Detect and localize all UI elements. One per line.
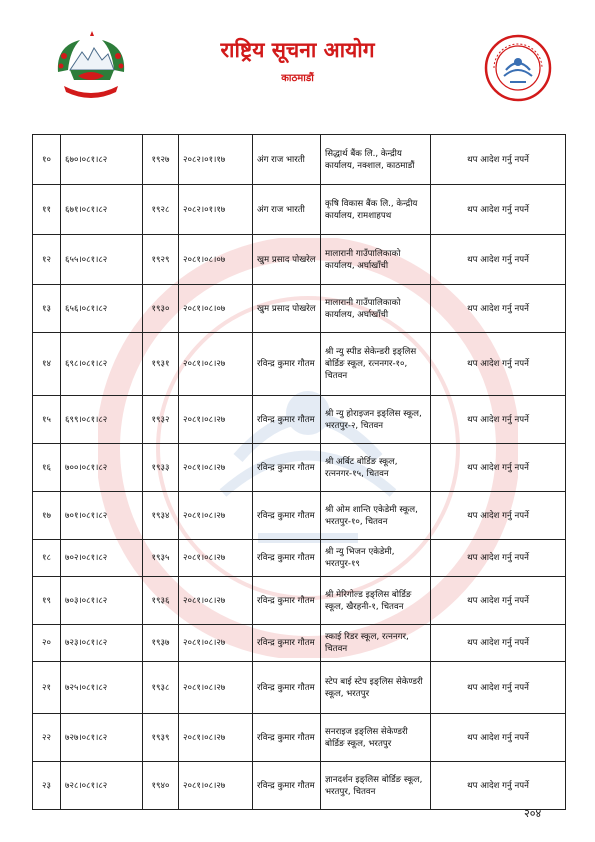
serial-number: १७	[33, 492, 61, 540]
organization-title: राष्ट्रिय सूचना आयोग	[220, 38, 375, 62]
case-id: १९३९	[143, 714, 179, 762]
decision-date: २०८२।०१।१७	[179, 135, 253, 185]
decision-text: थप आदेश गर्नु नपर्ने	[431, 625, 566, 662]
case-id: १९३७	[143, 625, 179, 662]
decision-text: थप आदेश गर्नु नपर्ने	[431, 444, 566, 492]
appellant-name: रविन्द्र कुमार गौतम	[253, 625, 321, 662]
registration-number: ६९९।०८१।८२	[61, 396, 143, 444]
case-id: १९२९	[143, 235, 179, 285]
respondent-office: स्काई रिडर स्कूल, रत्ननगर, चितवन	[321, 625, 431, 662]
respondent-office: मालारानी गाउँपालिकाको कार्यालय, अर्घाखाँची	[321, 235, 431, 285]
table-row	[33, 285, 566, 333]
decision-date: २०८१।०८।२७	[179, 444, 253, 492]
serial-number: २२	[33, 714, 61, 762]
respondent-office: श्री ओम शान्ति एकेडेमी स्कूल, भरतपुर-१०, चितवन	[321, 492, 431, 540]
serial-number: २०	[33, 625, 61, 662]
appellant-name: रविन्द्र कुमार गौतम	[253, 444, 321, 492]
decision-text: थप आदेश गर्नु नपर्ने	[431, 235, 566, 285]
decision-text: थप आदेश गर्नु नपर्ने	[431, 540, 566, 577]
registration-number: ६९८।०८१।८२	[61, 333, 143, 396]
serial-number: २१	[33, 662, 61, 714]
decision-text: थप आदेश गर्नु नपर्ने	[431, 333, 566, 396]
serial-number: १६	[33, 444, 61, 492]
respondent-office: श्री मेरिगोल्ड इङ्लिस बोर्डिङ स्कूल, खैरहनी-१, चितवन	[321, 577, 431, 625]
registration-number: ७२३।०८१।८२	[61, 625, 143, 662]
table-row	[33, 492, 566, 540]
table-row	[33, 577, 566, 625]
serial-number: १५	[33, 396, 61, 444]
respondent-office: सिद्धार्थ बैंक लि., केन्द्रीय कार्यालय, नक्शाल, काठमाडौं	[321, 135, 431, 185]
decision-date: २०८१।०८।२७	[179, 577, 253, 625]
table-row	[33, 185, 566, 235]
registration-number: ७२७।०८१।८२	[61, 714, 143, 762]
case-id: १९३२	[143, 396, 179, 444]
page-header	[0, 0, 595, 110]
decision-date: २०८२।०१।१७	[179, 185, 253, 235]
decision-text: थप आदेश गर्नु नपर्ने	[431, 396, 566, 444]
decision-date: २०८१।०८।०७	[179, 285, 253, 333]
appellant-name: रविन्द्र कुमार गौतम	[253, 540, 321, 577]
serial-number: १२	[33, 235, 61, 285]
case-id: १९३०	[143, 285, 179, 333]
table-row	[33, 662, 566, 714]
table-row	[33, 762, 566, 810]
respondent-office: सनराइज इङ्लिस सेकेण्डरी बोर्डिङ स्कूल, भरतपुर	[321, 714, 431, 762]
respondent-office: मालारानी गाउँपालिकाको कार्यालय, अर्घाखाँची	[321, 285, 431, 333]
registration-number: ७०३।०८१।८२	[61, 577, 143, 625]
case-id: १९३८	[143, 662, 179, 714]
table-row	[33, 714, 566, 762]
serial-number: १०	[33, 135, 61, 185]
appellant-name: रविन्द्र कुमार गौतम	[253, 333, 321, 396]
registration-number: ६७०।०८१।८२	[61, 135, 143, 185]
decision-date: २०८१।०८।०७	[179, 235, 253, 285]
serial-number: २३	[33, 762, 61, 810]
case-id: १९३३	[143, 444, 179, 492]
appellant-name: रविन्द्र कुमार गौतम	[253, 662, 321, 714]
respondent-office: श्री अर्बिट बोर्डिङ स्कूल, रत्ननगर-१५, चितवन	[321, 444, 431, 492]
appellant-name: रविन्द्र कुमार गौतम	[253, 396, 321, 444]
case-id: १९२८	[143, 185, 179, 235]
appellant-name: खुम प्रसाद पोखरेल	[253, 235, 321, 285]
table-row	[33, 396, 566, 444]
decision-date: २०८१।०८।२७	[179, 625, 253, 662]
registration-number: ७२८।०८१।८२	[61, 762, 143, 810]
case-id: १९३६	[143, 577, 179, 625]
page-number: २०४	[524, 807, 542, 820]
registration-number: ७०२।०८१।८२	[61, 540, 143, 577]
registration-number: ७२५।०८१।८२	[61, 662, 143, 714]
decision-text: थप आदेश गर्नु नपर्ने	[431, 577, 566, 625]
decision-date: २०८१।०८।२७	[179, 396, 253, 444]
respondent-office: ज्ञानदर्शन इङ्लिस बोर्डिङ स्कूल, भरतपुर, चितवन	[321, 762, 431, 810]
appellant-name: रविन्द्र कुमार गौतम	[253, 577, 321, 625]
serial-number: १९	[33, 577, 61, 625]
case-id: १९३४	[143, 492, 179, 540]
decision-text: थप आदेश गर्नु नपर्ने	[431, 185, 566, 235]
registration-number: ७०१।०८१।८२	[61, 492, 143, 540]
nic-seal-icon	[484, 34, 552, 102]
records-table	[32, 134, 566, 810]
case-id: १९२७	[143, 135, 179, 185]
decision-date: २०८१।०८।२७	[179, 333, 253, 396]
appellant-name: अंग राज भारती	[253, 185, 321, 235]
table-row	[33, 333, 566, 396]
case-id: १९३५	[143, 540, 179, 577]
respondent-office: कृषि विकास बैंक लि., केन्द्रीय कार्यालय, रामशाहपथ	[321, 185, 431, 235]
registration-number: ६५५।०८१।८२	[61, 235, 143, 285]
decision-text: थप आदेश गर्नु नपर्ने	[431, 714, 566, 762]
decision-text: थप आदेश गर्नु नपर्ने	[431, 135, 566, 185]
decision-date: २०८१।०८।२७	[179, 540, 253, 577]
decision-date: २०८१।०८।२७	[179, 762, 253, 810]
appellant-name: अंग राज भारती	[253, 135, 321, 185]
registration-number: ७००।०८१।८२	[61, 444, 143, 492]
appellant-name: रविन्द्र कुमार गौतम	[253, 714, 321, 762]
respondent-office: स्टेप बाई स्टेप इङ्लिस सेकेण्डरी स्कूल, भरतपुर	[321, 662, 431, 714]
table-row	[33, 444, 566, 492]
appellant-name: खुम प्रसाद पोखरेल	[253, 285, 321, 333]
table-row	[33, 235, 566, 285]
registration-number: ६५६।०८१।८२	[61, 285, 143, 333]
decision-date: २०८१।०८।२७	[179, 662, 253, 714]
decision-text: थप आदेश गर्नु नपर्ने	[431, 285, 566, 333]
decision-text: थप आदेश गर्नु नपर्ने	[431, 662, 566, 714]
serial-number: १४	[33, 333, 61, 396]
decision-text: थप आदेश गर्नु नपर्ने	[431, 762, 566, 810]
table-row	[33, 135, 566, 185]
serial-number: ११	[33, 185, 61, 235]
case-id: १९३१	[143, 333, 179, 396]
serial-number: १८	[33, 540, 61, 577]
decision-text: थप आदेश गर्नु नपर्ने	[431, 492, 566, 540]
appellant-name: रविन्द्र कुमार गौतम	[253, 762, 321, 810]
decision-date: २०८१।०८।२७	[179, 492, 253, 540]
case-id: १९४०	[143, 762, 179, 810]
serial-number: १३	[33, 285, 61, 333]
respondent-office: श्री न्यु स्पीड सेकेन्डरी इङ्लिस बोर्डिङ स्कूल, रत्ननगर-१०, चितवन	[321, 333, 431, 396]
table-row	[33, 625, 566, 662]
respondent-office: श्री न्यु भिजन एकेडेमी, भरतपुर-१९	[321, 540, 431, 577]
decision-date: २०८१।०८।२७	[179, 714, 253, 762]
respondent-office: श्री न्यु होराइजन इङ्लिस स्कूल, भरतपुर-२, चितवन	[321, 396, 431, 444]
registration-number: ६७१।०८१।८२	[61, 185, 143, 235]
appellant-name: रविन्द्र कुमार गौतम	[253, 492, 321, 540]
table-row	[33, 540, 566, 577]
location-subtitle: काठमाडौं	[281, 73, 314, 84]
